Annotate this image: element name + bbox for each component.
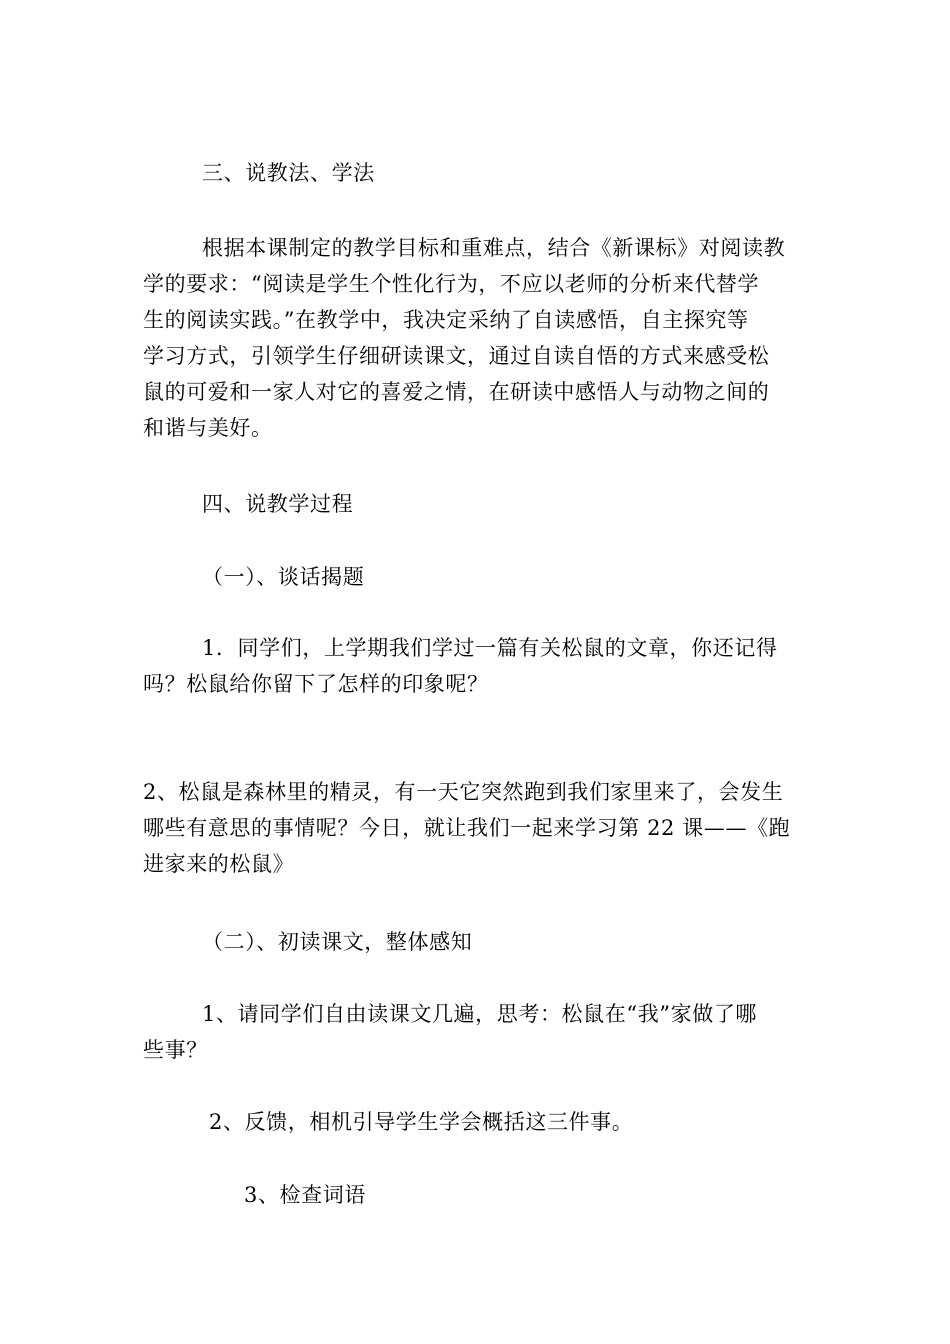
section-heading-teaching-methods: 三、说教法、学法 xyxy=(202,161,375,185)
paragraph-line: 学习方式，引领学生仔细研读课文，通过自读自悟的方式来感受松 xyxy=(143,344,770,368)
paragraph-line: 2、松鼠是森林里的精灵，有一天它突然跑到我们家里来了，会发生 xyxy=(143,780,784,804)
paragraph-line: 哪些有意思的事情呢？今日，就让我们一起来学习第 22 课——《跑 xyxy=(143,816,791,840)
intro-item-1 xyxy=(143,630,809,702)
paragraph-line: 生的阅读实践。”在教学中，我决定采纳了自读感悟，自主探究等 xyxy=(143,308,749,332)
paragraph-line: 吗？松鼠给你留下了怎样的印象呢？ xyxy=(143,672,489,696)
subsection-heading-intro: （一）、谈话揭题 xyxy=(202,565,365,589)
paragraph-line: 些事？ xyxy=(143,1038,208,1062)
reading-item-2: 2、反馈，相机引导学生学会概括这三件事。 xyxy=(209,1110,634,1134)
paragraph-line: 学的要求：“阅读是学生个性化行为，不应以老师的分析来代替学 xyxy=(143,272,760,296)
paragraph-line: 鼠的可爱和一家人对它的喜爱之情，在研读中感悟人与动物之间的 xyxy=(143,380,770,404)
paragraph-teaching-methods xyxy=(143,230,809,446)
section-heading-teaching-process: 四、说教学过程 xyxy=(202,492,354,516)
paragraph-line: 和谐与美好。 xyxy=(143,416,273,440)
paragraph-line: 1、请同学们自由读课文几遍，思考：松鼠在“我”家做了哪 xyxy=(202,1002,758,1026)
subsection-heading-first-reading: （二）、初读课文，整体感知 xyxy=(202,930,473,954)
intro-item-2 xyxy=(143,774,809,882)
reading-item-1 xyxy=(143,996,809,1068)
paragraph-line: 1．同学们，上学期我们学过一篇有关松鼠的文章，你还记得 xyxy=(202,636,778,660)
paragraph-line: 根据本课制定的教学目标和重难点，结合《新课标》对阅读教 xyxy=(202,236,786,260)
reading-item-3: 3、检查词语 xyxy=(244,1183,366,1207)
paragraph-line: 进家来的松鼠》 xyxy=(143,852,295,876)
